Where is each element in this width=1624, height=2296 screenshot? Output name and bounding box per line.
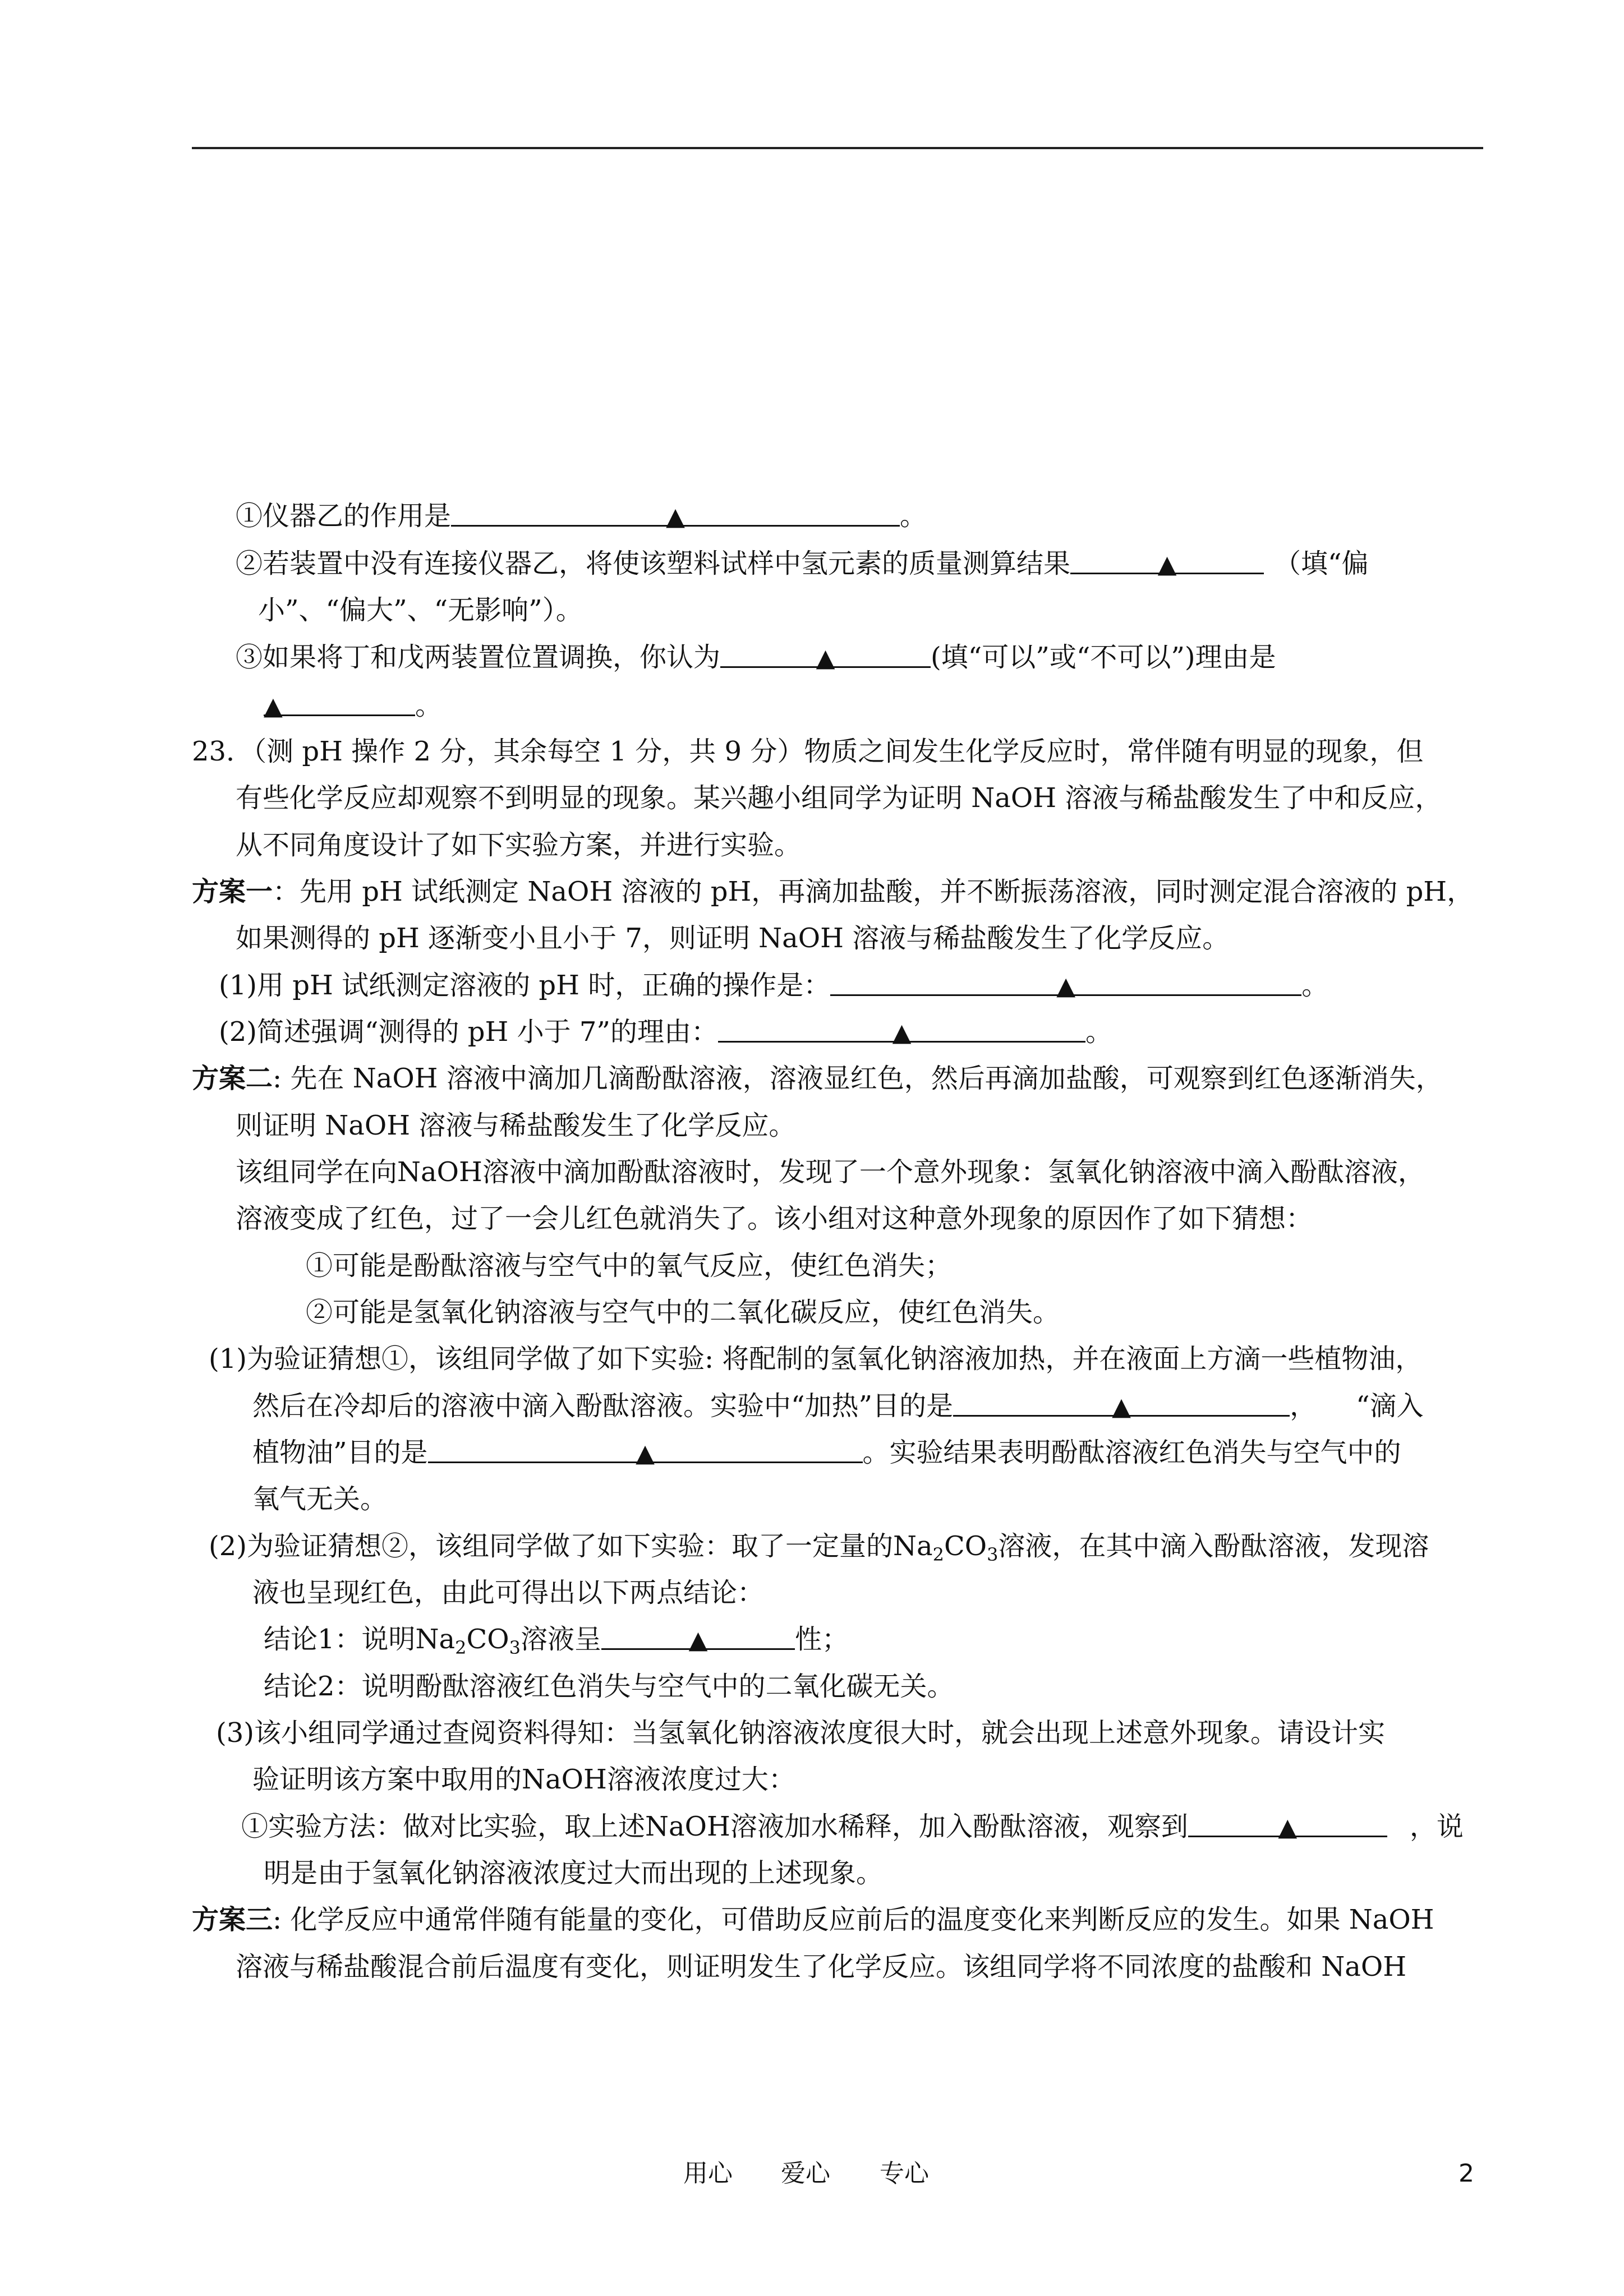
formula-part: CO (466, 1624, 509, 1655)
answer-blank[interactable] (451, 499, 900, 531)
page-number: 2 (1459, 2159, 1474, 2188)
plan2-q3-method-line-2: 明是由于氢氧化钠溶液浓度过大而出现的上述现象。 (264, 1857, 884, 1889)
q22-item-1-end: 。 (900, 500, 927, 532)
plan1-line-1 (192, 875, 1474, 909)
q22-item-3-text: ③如果将丁和戊两装置位置调换，你认为 (236, 642, 721, 673)
plan2-q1-text-3: 。实验结果表明酚酞溶液红色消失与空气中的 (862, 1437, 1401, 1468)
plan2-q1-tail: “滴入 (1356, 1390, 1424, 1422)
plan2-line-1 (192, 1062, 1443, 1095)
plan1-label: 方案一 (192, 876, 273, 907)
plan2-line-3: 该组同学在向NaOH溶液中滴加酚酞溶液时，发现了一个意外现象：氢氧化钠溶液中滴入酚酞溶液， (236, 1156, 1425, 1188)
triangle-marker: ▲ (1157, 550, 1177, 579)
triangle-marker: ▲ (666, 502, 685, 531)
triangle-marker: ▲ (1278, 1813, 1298, 1842)
plan1-q1-end: 。 (1301, 970, 1329, 1001)
plan2-q2-text-2: 溶液，在其中滴入酚酞溶液，发现溶 (998, 1530, 1429, 1562)
triangle-marker: ▲ (264, 692, 283, 721)
q22-item-1-text: ①仪器乙的作用是 (236, 500, 452, 532)
answer-blank[interactable] (830, 969, 1301, 1001)
plan2-q2-line-2: 液也呈现红色，由此可得出以下两点结论： (252, 1577, 765, 1608)
plan2-q3-method (241, 1810, 1464, 1843)
answer-blank[interactable] (1070, 547, 1264, 579)
triangle-marker: ▲ (636, 1439, 655, 1468)
plan1-q1 (219, 969, 1328, 1002)
plan2-q1-text: 然后在冷却后的溶液中滴入酚酞溶液。实验中“加热”目的是 (252, 1390, 954, 1422)
plan2-q3-line-1: (3)该小组同学通过查阅资料得知：当氢氧化钠溶液浓度很大时，就会出现上述意外现象。请设计实 (216, 1717, 1385, 1749)
answer-blank[interactable] (601, 1622, 795, 1654)
plan2-q2-line-1 (209, 1529, 1429, 1571)
subscript: 3 (987, 1544, 999, 1565)
plan2-line-4: 溶液变成了红色，过了一会儿红色就消失了。该小组对这种意外现象的原因作了如下猜想： (236, 1203, 1313, 1234)
q22-item-3-end: 。 (415, 690, 443, 721)
formula-part: CO (944, 1530, 987, 1562)
plan2-q1-comma: ， (1290, 1390, 1317, 1422)
subscript: 2 (455, 1637, 467, 1658)
q22-item-3 (236, 640, 1276, 674)
q23-line-2: 有些化学反应却观察不到明显的现象。某兴趣小组同学为证明 NaOH 溶液与稀盐酸发生了中和反应， (236, 782, 1442, 814)
subscript: 3 (509, 1637, 521, 1658)
plan2-q1-line-2 (252, 1389, 1424, 1423)
plan1-q1-text: (1)用 pH 试纸测定溶液的 pH 时，正确的操作是： (219, 970, 831, 1001)
subscript: 2 (932, 1544, 944, 1565)
plan1-q2-end: 。 (1085, 1016, 1112, 1048)
plan3-text: : 化学反应中通常伴随有能量的变化，可借助反应前后的温度变化来判断反应的发生。如果 NaOH (273, 1904, 1434, 1935)
q22-item-3-line2 (264, 689, 442, 722)
answer-blank[interactable] (953, 1389, 1290, 1421)
plan1-q2-text: (2)简述强调“测得的 pH 小于 7”的理由： (219, 1016, 718, 1048)
plan2-conclusion-1 (264, 1622, 849, 1665)
plan2-q3-method-text: ①实验方法：做对比实验，取上述NaOH溶液加水稀释，加入酚酞溶液，观察到 (241, 1811, 1188, 1842)
q23-line-1: 23．（测 pH 操作 2 分，其余每空 1 分，共 9 分）物质之间发生化学反应时，常伴随有明显的现象，但 (192, 736, 1424, 767)
plan2-q2-text: (2)为验证猜想②，该组同学做了如下实验：取了一定量的Na (209, 1530, 933, 1562)
plan2-conclusion-2: 结论2：说明酚酞溶液红色消失与空气中的二氧化碳无关。 (264, 1671, 954, 1702)
q22-item-3-hint: (填“可以”或“不可以”)理由是 (931, 642, 1276, 673)
conclusion-1-end: 性； (794, 1624, 849, 1655)
answer-blank[interactable] (1188, 1810, 1387, 1842)
plan2-q3-method-tail: ，说 (1409, 1811, 1464, 1842)
header-rule (192, 147, 1483, 149)
footer-motto-3: 专心 (880, 2159, 929, 2188)
q22-item-2-text: ②若装置中没有连接仪器乙，将使该塑料试样中氢元素的质量测算结果 (236, 548, 1071, 579)
plan2-guess-2: ②可能是氢氧化钠溶液与空气中的二氧化碳反应，使红色消失。 (306, 1297, 1060, 1328)
plan2-guess-1: ①可能是酚酞溶液与空气中的氧气反应，使红色消失； (306, 1250, 953, 1281)
conclusion-1-text-2: 溶液呈 (520, 1624, 601, 1655)
answer-blank[interactable] (264, 689, 415, 721)
answer-blank[interactable] (428, 1436, 863, 1468)
triangle-marker: ▲ (892, 1018, 912, 1047)
triangle-marker: ▲ (816, 644, 835, 672)
q22-item-2-hint: （填“偏 (1274, 548, 1369, 579)
plan2-q1-line-4: 氧气无关。 (252, 1483, 388, 1515)
answer-blank[interactable] (720, 640, 931, 672)
q22-item-2 (236, 547, 1369, 580)
triangle-marker: ▲ (688, 1626, 708, 1654)
footer-motto-2: 爱心 (781, 2159, 830, 2188)
conclusion-1-text: 结论1：说明Na (264, 1624, 456, 1655)
footer-motto-1: 用心 (683, 2159, 733, 2188)
plan2-label: 方案二 (192, 1063, 273, 1094)
plan2-line-2: 则证明 NaOH 溶液与稀盐酸发生了化学反应。 (236, 1110, 796, 1141)
plan1-q2 (219, 1015, 1112, 1049)
plan2-q1-line-1: (1)为验证猜想①，该组同学做了如下实验: 将配制的氢氧化钠溶液加热，并在液面上方滴一些植物油， (209, 1343, 1423, 1375)
answer-blank[interactable] (718, 1015, 1085, 1047)
plan1-text: ：先用 pH 试纸测定 NaOH 溶液的 pH，再滴加盐酸，并不断振荡溶液，同时测定混合溶液的 pH， (273, 876, 1474, 907)
q23-line-3: 从不同角度设计了如下实验方案，并进行实验。 (236, 829, 802, 861)
q22-item-2-line2: 小”、“偏大”、“无影响”）。 (258, 594, 583, 626)
plan1-line-2: 如果测得的 pH 逐渐变小且小于 7，则证明 NaOH 溶液与稀盐酸发生了化学反应。 (236, 923, 1230, 954)
q22-item-1 (236, 499, 927, 533)
triangle-marker: ▲ (1056, 972, 1076, 1001)
plan3-line-2: 溶液与稀盐酸混合前后温度有变化，则证明发生了化学反应。该组同学将不同浓度的盐酸和 NaOH (236, 1951, 1407, 1983)
plan3-line-1 (192, 1903, 1434, 1937)
plan3-label: 方案三 (192, 1904, 273, 1935)
plan2-q3-line-2: 验证明该方案中取用的NaOH溶液浓度过大： (252, 1764, 795, 1795)
plan2-q1-text-2: 植物油”目的是 (252, 1437, 428, 1468)
triangle-marker: ▲ (1112, 1393, 1131, 1421)
plan2-q1-line-3 (252, 1436, 1401, 1469)
plan2-text: : 先在 NaOH 溶液中滴加几滴酚酞溶液，溶液显红色，然后再滴加盐酸，可观察到红色逐渐消失， (273, 1063, 1443, 1094)
